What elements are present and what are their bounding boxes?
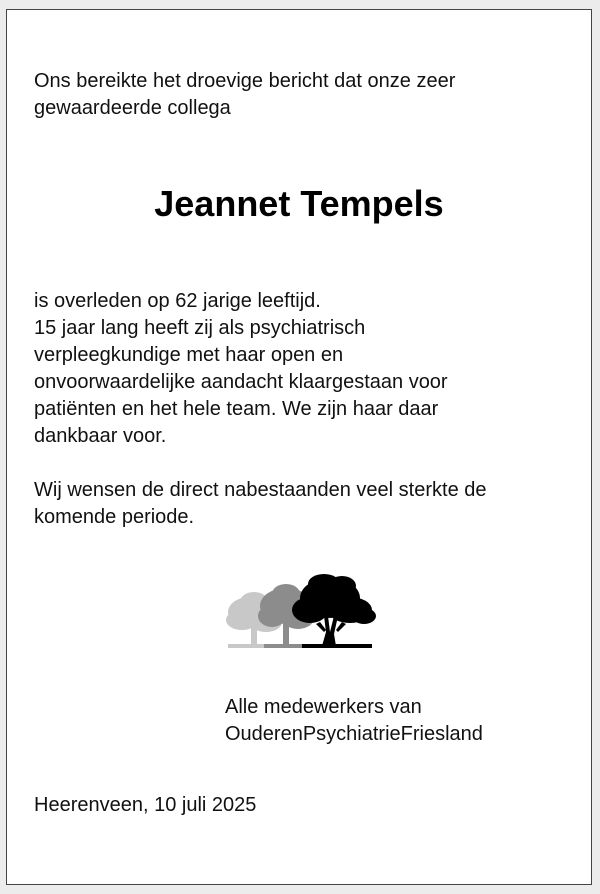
- signature-line: Alle medewerkers van: [225, 696, 422, 718]
- intro-text: [34, 68, 534, 122]
- signature-line: OuderenPsychiatrieFriesland: [225, 723, 483, 745]
- wishes-line: komende periode.: [34, 506, 195, 528]
- intro-line: Ons bereikte het droevige bericht dat onze zeer: [34, 70, 456, 92]
- wishes-line: Wij wensen de direct nabestaanden veel sterkte de: [34, 479, 487, 501]
- message-line: onvoorwaardelijke aandacht klaargestaan voor: [34, 371, 448, 393]
- message-line: dankbaar voor.: [34, 425, 167, 447]
- message-line: patiënten en het hele team. We zijn haar daar: [34, 398, 439, 420]
- trees-icon: [224, 572, 380, 652]
- intro-line: gewaardeerde collega: [34, 97, 231, 119]
- wishes-text: [34, 477, 564, 531]
- signature-text: [225, 694, 565, 748]
- message-text: [34, 288, 554, 450]
- deceased-name: Jeannet Tempels: [154, 183, 444, 224]
- message-line: verpleegkundige met haar open en: [34, 344, 344, 366]
- place-date: Heerenveen, 10 juli 2025: [34, 794, 257, 816]
- message-line: is overleden op 62 jarige leeftijd.: [34, 290, 321, 312]
- condolence-card: [6, 9, 592, 885]
- message-line: 15 jaar lang heeft zij als psychiatrisch: [34, 317, 366, 339]
